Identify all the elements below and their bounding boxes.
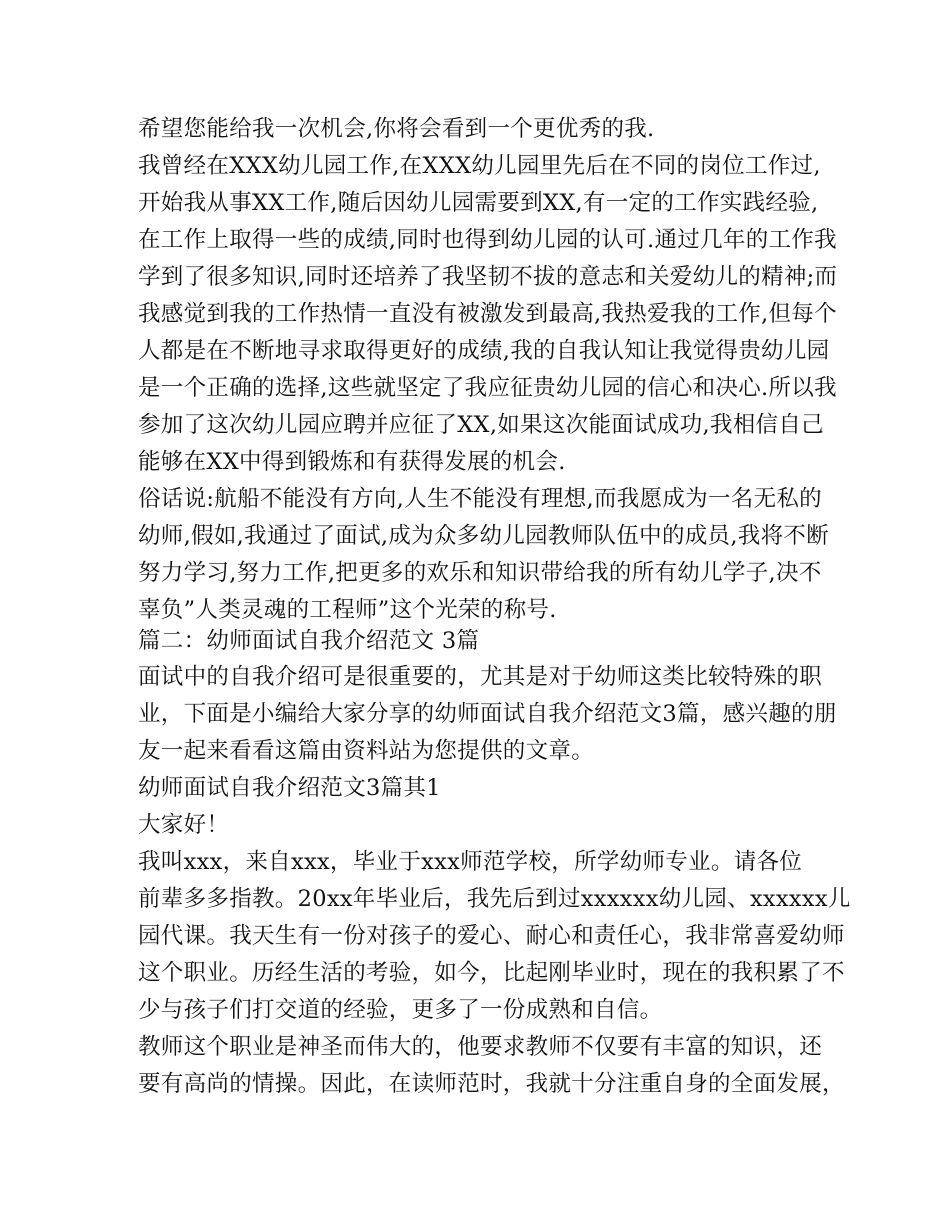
text-line: 能够在XX中得到锻炼和有获得发展的机会. <box>138 449 566 475</box>
text-line: 希望您能给我一次机会,你将会看到一个更优秀的我. <box>138 116 655 142</box>
text-line: 学到了很多知识,同时还培养了我坚韧不拔的意志和关爱幼儿的精神;而 <box>138 264 838 290</box>
text-line: 我曾经在XXX幼儿园工作,在XXX幼儿园里先后在不同的岗位工作过, <box>138 153 821 179</box>
text-line: 是一个正确的选择,这些就坚定了我应征贵幼儿园的信心和决心.所以我 <box>138 375 837 401</box>
text-line: 俗话说:航船不能没有方向,人生不能没有理想,而我愿成为一名无私的 <box>138 486 822 512</box>
text-line: 这个职业。历经生活的考验，如今，比起刚毕业时，现在的我积累了不 <box>138 960 845 986</box>
text-line: 大家好！ <box>138 812 230 838</box>
text-line: 幼师面试自我介绍范文3篇其1 <box>138 775 441 801</box>
text-line: 要有高尚的情操。因此，在读师范时，我就十分注重自身的全面发展， <box>138 1071 845 1097</box>
text-line: 开始我从事XX工作,随后因幼儿园需要到XX,有一定的工作实践经验, <box>138 190 819 216</box>
text-line: 面试中的自我介绍可是很重要的，尤其是对于幼师这类比较特殊的职 <box>138 664 823 690</box>
text-line: 辜负”人类灵魂的工程师”这个光荣的称号. <box>138 597 557 623</box>
text-line: 业，下面是小编给大家分享的幼师面试自我介绍范文3篇，感兴趣的朋 <box>138 701 837 727</box>
text-line: 友一起来看看这篇由资料站为您提供的文章。 <box>138 738 595 764</box>
text-line: 努力学习,努力工作,把更多的欢乐和知识带给我的所有幼儿学子,决不 <box>138 560 822 586</box>
text-line: 教师这个职业是神圣而伟大的，他要求教师不仅要有丰富的知识，还 <box>138 1034 823 1060</box>
section-heading: 篇二：幼师面试自我介绍范文 3篇 <box>138 628 480 654</box>
text-line: 我感觉到我的工作热情一直没有被激发到最高,我热爱我的工作,但每个 <box>138 301 837 327</box>
text-line: 前辈多多指教。20xx年毕业后，我先后到过xxxxxx幼儿园、xxxxxx儿 <box>138 886 851 912</box>
text-line: 参加了这次幼儿园应聘并应征了XX,如果这次能面试成功,我相信自己 <box>138 412 824 438</box>
text-line: 少与孩子们打交道的经验，更多了一份成熟和自信。 <box>138 997 663 1023</box>
text-line: 我叫xxx，来自xxx，毕业于xxx师范学校，所学幼师专业。请各位 <box>138 849 803 875</box>
text-line: 园代课。我天生有一份对孩子的爱心、耐心和责任心，我非常喜爱幼师 <box>138 923 845 949</box>
text-line: 在工作上取得一些的成绩,同时也得到幼儿园的认可.通过几年的工作我 <box>138 227 837 253</box>
text-line: 幼师,假如,我通过了面试,成为众多幼儿园教师队伍中的成员,我将不断 <box>138 523 830 549</box>
text-line: 人都是在不断地寻求取得更好的成绩,我的自我认知让我觉得贵幼儿园 <box>138 338 830 364</box>
